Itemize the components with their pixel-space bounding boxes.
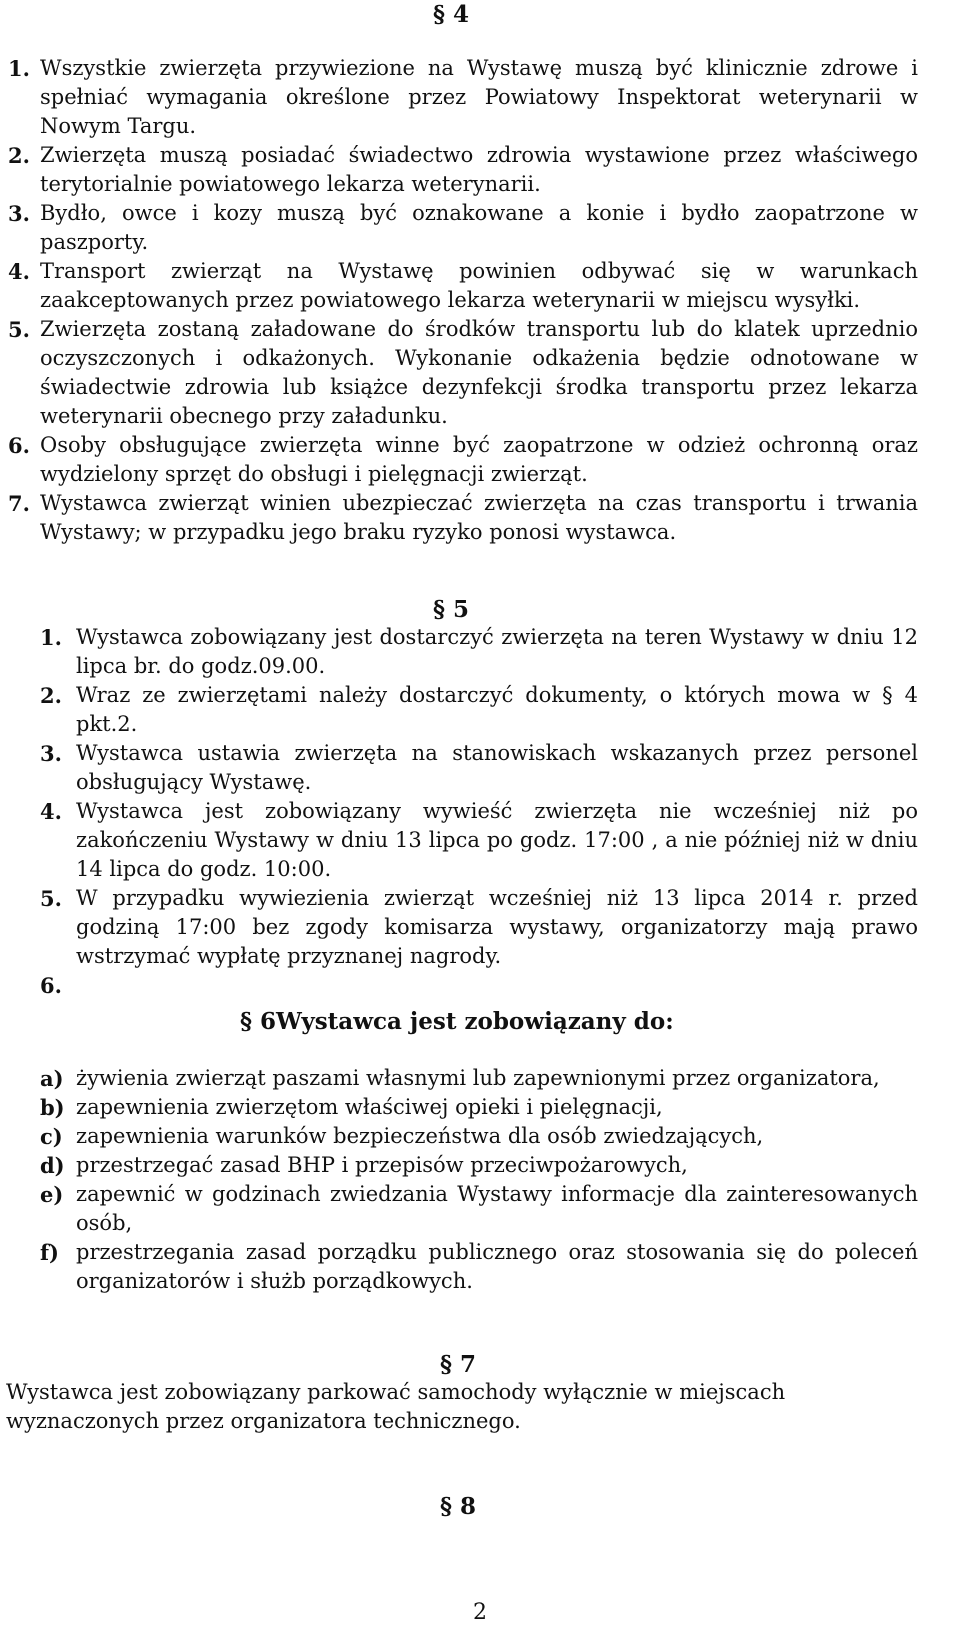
item-text: Wszystkie zwierzęta przywiezione na Wystawę muszą być klinicznie zdrowe i spełniać wymagania określone przez Powiatowy Inspektorat weterynarii w Nowym Targu. xyxy=(40,56,918,138)
section-6-item-b xyxy=(40,1093,918,1122)
item-number: 5. xyxy=(8,317,30,342)
item-text: Wystawca ustawia zwierzęta na stanowiskach wskazanych przez personel obsługujący Wystawę. xyxy=(76,741,918,794)
section-6-list xyxy=(40,1064,918,1296)
section-5-item-3 xyxy=(40,739,918,797)
section-4-item-6 xyxy=(8,431,918,489)
section-8-heading: § 8 xyxy=(440,1493,477,1520)
item-text: Osoby obsługujące zwierzęta winne być zaopatrzone w odzież ochronną oraz wydzielony sprzęt do obsługi i pielęgnacji zwierząt. xyxy=(40,433,918,486)
item-text: Wystawca jest zobowiązany wywieść zwierzęta nie wcześniej niż po zakończeniu Wystawy w dniu 13 lipca po godz. 17:00 , a nie później niż w dniu 14 lipca do godz. 10:00. xyxy=(76,799,918,881)
item-text: zapewnienia warunków bezpieczeństwa dla osób zwiedzających, xyxy=(76,1124,764,1148)
item-text: Transport zwierząt na Wystawę powinien odbywać się w warunkach zaakceptowanych przez powiatowego lekarza weterynarii w miejscu wysyłki. xyxy=(40,259,918,312)
section-7-text: Wystawca jest zobowiązany parkować samochody wyłącznie w miejscach wyznaczonych przez organizatora technicznego. xyxy=(6,1380,786,1433)
section-4-heading: § 4 xyxy=(433,1,470,28)
section-5-item-6 xyxy=(40,971,918,1000)
section-5-item-1 xyxy=(40,623,918,681)
section-4-item-4 xyxy=(8,257,918,315)
section-5-heading: § 5 xyxy=(433,596,470,623)
item-text: W przypadku wywiezienia zwierząt wcześniej niż 13 lipca 2014 r. przed godziną 17:00 bez zgody komisarza wystawy, organizatorzy mają prawo wstrzymać wypłatę przyznanej nagrody. xyxy=(76,886,918,968)
section-4-item-3 xyxy=(8,199,918,257)
item-text: Wystawca zwierząt winien ubezpieczać zwierzęta na czas transportu i trwania Wystawy; w przypadku jego braku ryzyko ponosi wystawca. xyxy=(40,491,918,544)
item-text: Zwierzęta zostaną załadowane do środków transportu lub do klatek uprzednio oczyszczonych i odkażonych. Wykonanie odkażenia będzie odnotowane w świadectwie zdrowia lub książce dezynfekcji środka transportu przez lekarza weterynarii obecnego przy załadunku. xyxy=(40,317,918,428)
section-4-item-2 xyxy=(8,141,918,199)
section-4-item-7 xyxy=(8,489,918,547)
item-text: przestrzegać zasad BHP i przepisów przeciwpożarowych, xyxy=(76,1153,688,1177)
item-text: żywienia zwierząt paszami własnymi lub zapewnionymi przez organizatora, xyxy=(76,1066,880,1090)
item-number: 3. xyxy=(40,741,62,766)
section-5-list xyxy=(40,623,918,1000)
item-text: przestrzegania zasad porządku publicznego oraz stosowania się do poleceń organizatorów i służb porządkowych. xyxy=(76,1240,918,1293)
section-4-list xyxy=(8,54,918,547)
page-number: 2 xyxy=(473,1600,487,1625)
item-number: 2. xyxy=(40,683,62,708)
item-text: Wystawca zobowiązany jest dostarczyć zwierzęta na teren Wystawy w dniu 12 lipca br. do godz.09.00. xyxy=(76,625,918,678)
item-text: zapewnić w godzinach zwiedzania Wystawy informacje dla zainteresowanych osób, xyxy=(76,1182,918,1235)
section-6-heading: § 6Wystawca jest zobowiązany do: xyxy=(240,1008,674,1035)
item-number: 4. xyxy=(8,259,30,284)
item-number: 2. xyxy=(8,143,30,168)
item-letter: b) xyxy=(40,1095,65,1120)
section-6-item-a xyxy=(40,1064,918,1093)
section-6-item-c xyxy=(40,1122,918,1151)
item-text: zapewnienia zwierzętom właściwej opieki i pielęgnacji, xyxy=(76,1095,663,1119)
item-text: Zwierzęta muszą posiadać świadectwo zdrowia wystawione przez właściwego terytorialnie powiatowego lekarza weterynarii. xyxy=(40,143,918,196)
item-number: 1. xyxy=(8,56,30,81)
section-4-item-5 xyxy=(8,315,918,431)
item-number: 6. xyxy=(40,973,62,998)
section-6-item-f xyxy=(40,1238,918,1296)
item-letter: d) xyxy=(40,1153,65,1178)
section-5-item-4 xyxy=(40,797,918,884)
item-number: 7. xyxy=(8,491,30,516)
item-number: 4. xyxy=(40,799,62,824)
section-6-item-d xyxy=(40,1151,918,1180)
section-5-item-2 xyxy=(40,681,918,739)
item-text: Bydło, owce i kozy muszą być oznakowane a konie i bydło zaopatrzone w paszporty. xyxy=(40,201,918,254)
item-letter: a) xyxy=(40,1066,64,1091)
item-number: 1. xyxy=(40,625,62,650)
item-number: 3. xyxy=(8,201,30,226)
item-letter: c) xyxy=(40,1124,63,1149)
item-number: 5. xyxy=(40,886,62,911)
item-letter: e) xyxy=(40,1182,64,1207)
section-5-item-5 xyxy=(40,884,918,971)
section-6-item-e xyxy=(40,1180,918,1238)
item-letter: f) xyxy=(40,1240,59,1265)
item-number: 6. xyxy=(8,433,30,458)
section-4-item-1 xyxy=(8,54,918,141)
item-text: Wraz ze zwierzętami należy dostarczyć dokumenty, o których mowa w § 4 pkt.2. xyxy=(76,683,918,736)
section-7-heading: § 7 xyxy=(440,1351,477,1378)
